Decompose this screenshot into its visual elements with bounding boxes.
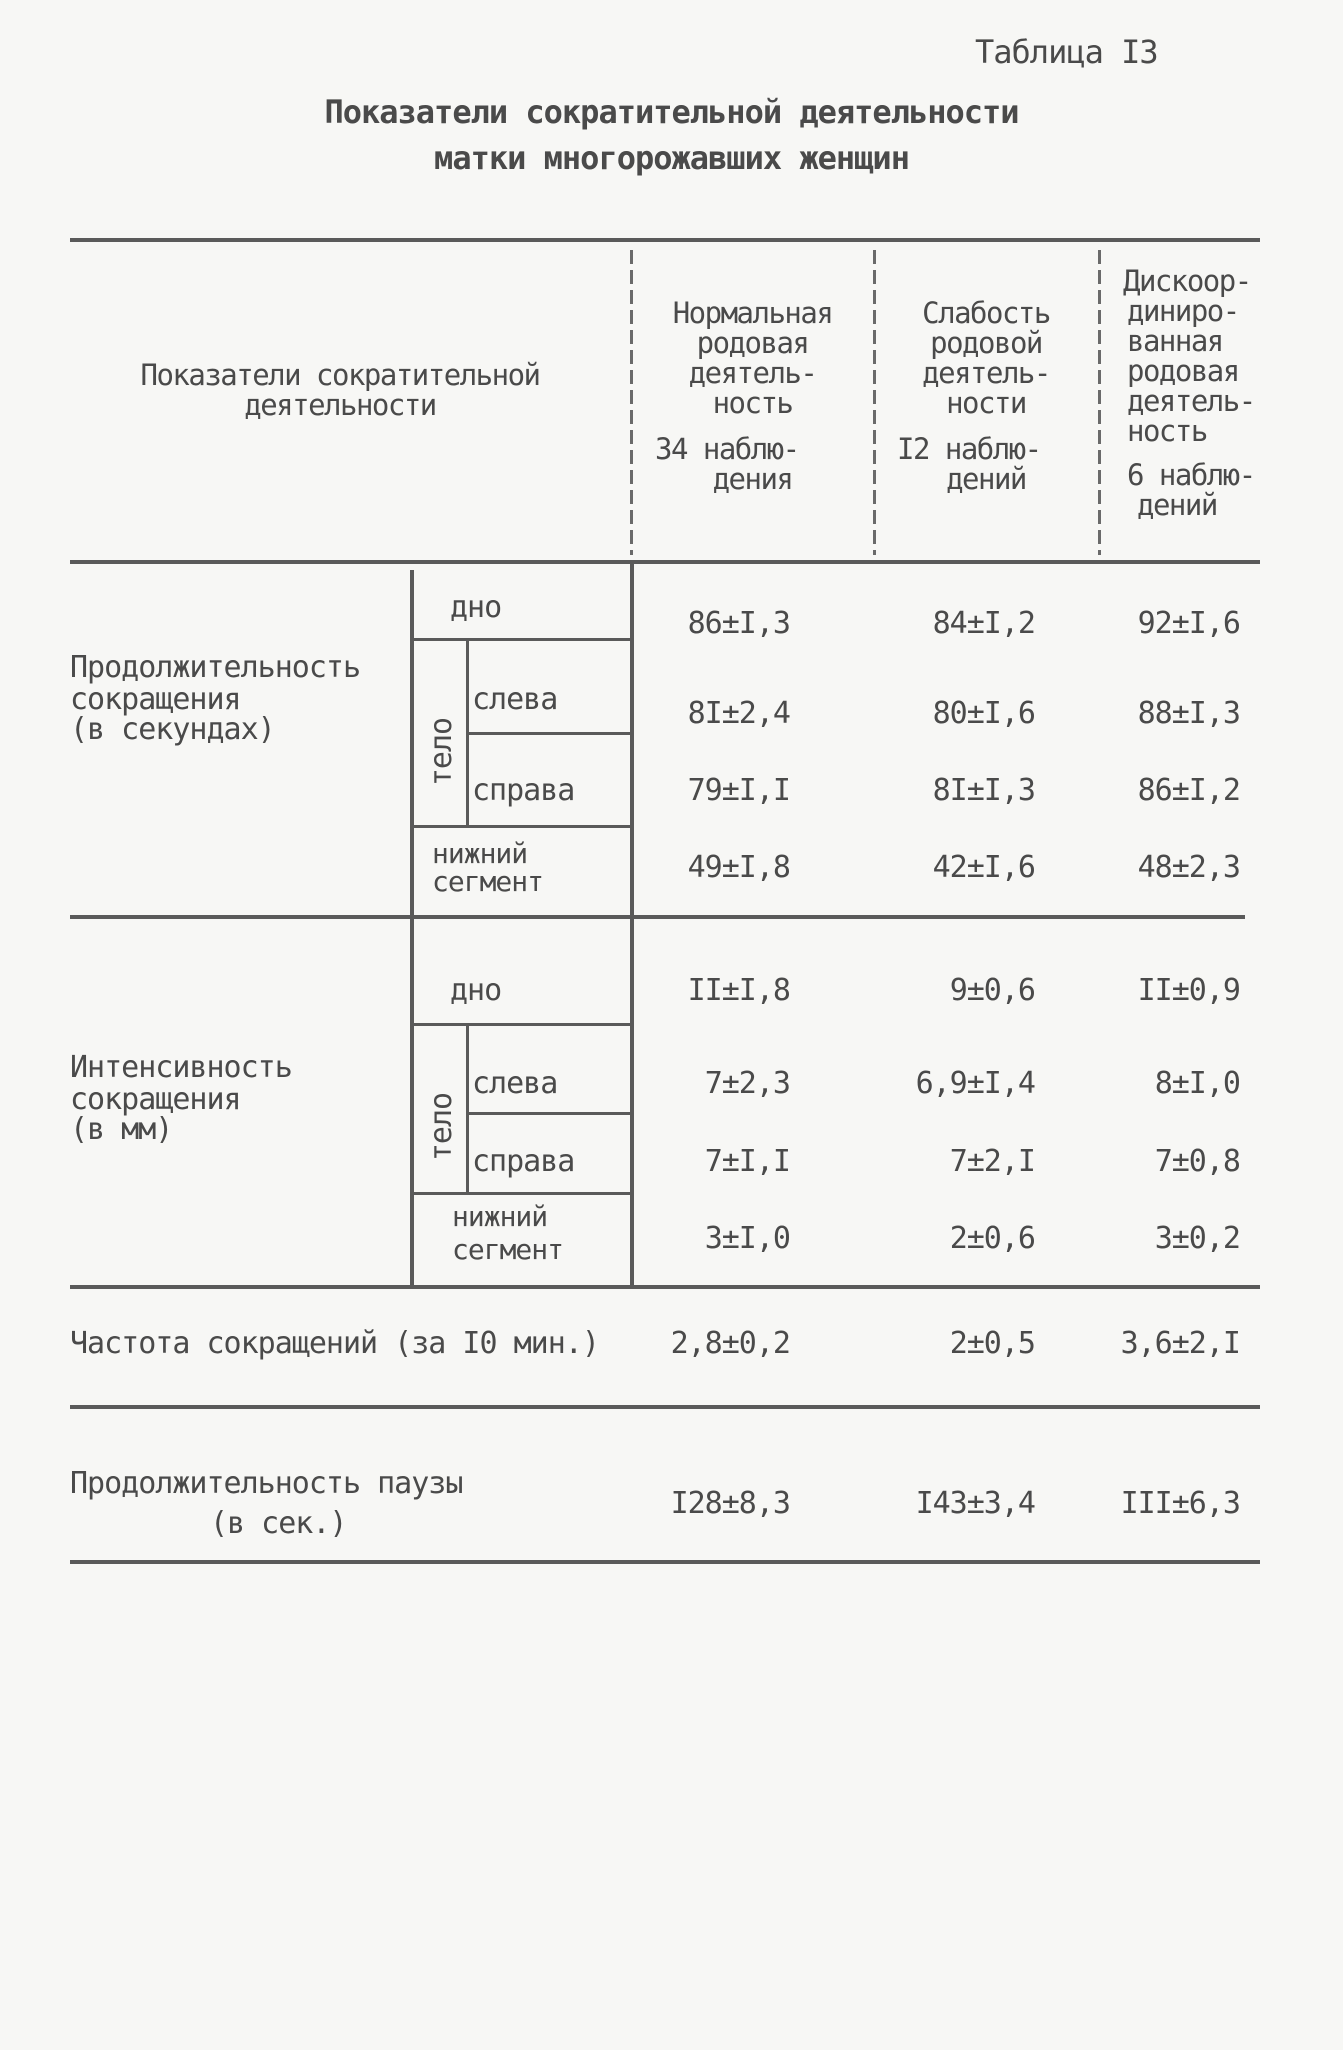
value-cell: 92±I,6	[1137, 606, 1240, 641]
header-indicator-line-1: Показатели сократительной	[140, 358, 540, 392]
header-col1-obs: 34 наблю-	[655, 432, 799, 466]
header-col2-line: деятель-	[922, 356, 1050, 390]
column-separator	[630, 250, 633, 555]
value-cell: 2,8±0,2	[670, 1326, 790, 1361]
subrow-rule	[468, 732, 630, 735]
value-cell: 7±I,I	[704, 1144, 790, 1179]
subrow-lower-segment: сегмент	[432, 865, 544, 898]
section-intensity-label: сокращения	[70, 1082, 241, 1117]
frequency-label: Частота сокращений (за I0 мин.)	[70, 1326, 599, 1361]
value-cell: 6,9±I,4	[915, 1066, 1035, 1101]
value-cell: II±0,9	[1137, 973, 1240, 1008]
header-col3-obs: 6 наблю-	[1127, 458, 1255, 492]
table-title-line-1: Показатели сократительной деятельности	[324, 93, 1019, 131]
header-col2-obs: дений	[946, 462, 1026, 496]
table-label: Таблица I3	[975, 33, 1158, 71]
subrow-right: справа	[472, 1144, 575, 1179]
subrow-left: слева	[472, 682, 558, 717]
subrow-rule	[412, 1192, 630, 1195]
section-divider	[70, 1285, 1260, 1289]
value-cell: 3±0,2	[1154, 1221, 1240, 1256]
header-col3-line: ванная	[1127, 324, 1223, 358]
subrow-lower-segment: сегмент	[452, 1233, 564, 1266]
column-separator	[1098, 250, 1101, 555]
header-col3-line: ность	[1127, 414, 1207, 448]
value-cell: III±6,3	[1120, 1486, 1240, 1521]
value-cell: 3,6±2,I	[1120, 1326, 1240, 1361]
header-col1-line: ность	[712, 386, 793, 420]
header-col2-obs: I2 наблю-	[897, 432, 1041, 466]
value-cell: 2±0,6	[949, 1221, 1035, 1256]
value-cell: 84±I,2	[932, 606, 1035, 641]
header-col1-line: Нормальная	[672, 296, 833, 330]
header-col1-obs: дения	[712, 462, 793, 496]
header-col3-line: Дискоор-	[1123, 264, 1251, 298]
section-divider	[70, 915, 1245, 919]
value-cell: 8I±2,4	[687, 696, 790, 731]
value-cell: I28±8,3	[670, 1486, 790, 1521]
header-col3-line: деятель-	[1127, 384, 1255, 418]
value-cell: 7±0,8	[1154, 1144, 1240, 1179]
header-col2-line: ности	[946, 386, 1026, 420]
section-divider	[70, 1405, 1260, 1409]
table-title-line-2: матки многорожавших женщин	[434, 139, 909, 177]
body-group-border	[466, 1025, 469, 1193]
value-cell: 88±I,3	[1137, 696, 1240, 731]
subrow-lower-segment: нижний	[432, 837, 528, 870]
value-cell: 86±I,2	[1137, 773, 1240, 808]
header-col3-line: родовая	[1127, 354, 1239, 388]
value-cell: 48±2,3	[1137, 850, 1240, 885]
table-bottom-rule	[70, 1560, 1260, 1564]
section-duration-label: сокращения	[70, 682, 241, 717]
header-col2-line: родовой	[930, 326, 1042, 360]
subrow-lower-segment: нижний	[452, 1200, 548, 1233]
column-separator	[873, 250, 876, 555]
value-cell: 86±I,3	[687, 606, 790, 641]
value-cell: 79±I,I	[687, 773, 790, 808]
header-bottom-rule	[70, 560, 1260, 564]
value-cell: II±I,8	[687, 973, 790, 1008]
value-cell: 3±I,0	[704, 1221, 790, 1256]
subrow-rule	[412, 638, 630, 641]
value-cell: 7±2,I	[949, 1144, 1035, 1179]
header-col1-line: родовая	[696, 326, 809, 360]
header-indicator-line-2: деятельности	[244, 388, 436, 422]
subrow-rule	[412, 1023, 630, 1026]
section-intensity-label: Интенсивность	[70, 1050, 292, 1085]
section-duration-label: (в секундах)	[70, 712, 275, 747]
subrow-rule	[412, 825, 630, 828]
subcolumn-left-border	[410, 570, 414, 1285]
section-intensity-label: (в мм)	[70, 1112, 173, 1147]
subrow-fundus: дно	[450, 973, 502, 1008]
header-col3-obs: дений	[1137, 488, 1217, 522]
value-cell: 8I±I,3	[932, 773, 1035, 808]
pause-label: (в сек.)	[210, 1506, 347, 1541]
subrow-fundus: дно	[450, 590, 502, 625]
subrow-left: слева	[472, 1066, 558, 1101]
header-col3-line: динирo-	[1127, 294, 1239, 328]
value-cell: 2±0,5	[949, 1326, 1035, 1361]
subrow-right: справа	[472, 773, 575, 808]
section-duration-label: Продолжительность	[70, 650, 361, 685]
value-cell: 80±I,6	[932, 696, 1035, 731]
value-cell: 8±I,0	[1154, 1066, 1240, 1101]
value-cell: I43±3,4	[915, 1486, 1035, 1521]
subcolumn-right-border	[630, 562, 634, 1285]
value-cell: 49±I,8	[687, 850, 790, 885]
body-label: тело	[424, 717, 459, 787]
value-cell: 7±2,3	[704, 1066, 790, 1101]
subrow-rule	[468, 1112, 630, 1115]
body-label: тело	[424, 1092, 459, 1162]
table-top-rule	[70, 238, 1260, 242]
value-cell: 9±0,6	[949, 973, 1035, 1008]
pause-label: Продолжительность паузы	[70, 1466, 463, 1501]
header-col1-line: деятель-	[688, 356, 817, 390]
header-col2-line: Слабость	[922, 296, 1050, 330]
value-cell: 42±I,6	[932, 850, 1035, 885]
